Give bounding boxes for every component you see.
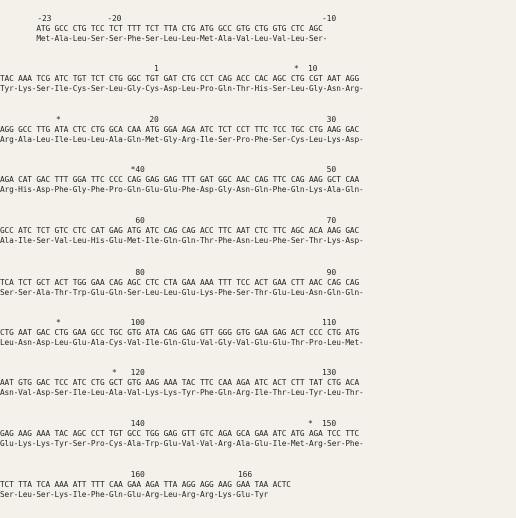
position-numbers: * 120 130 (0, 368, 336, 377)
position-numbers: -23 -20 -10 (0, 14, 336, 23)
position-numbers: *40 50 (0, 165, 336, 174)
amino-acid-sequence: Tyr-Lys-Ser-Ile-Cys-Ser-Leu-Gly-Cys-Asp-Leu-Pro-Gln-Thr-His-Ser-Leu-Gly-Asn-Arg- (0, 84, 364, 93)
amino-acid-sequence: Ser-Ser-Ala-Thr-Trp-Glu-Gln-Ser-Leu-Leu-Glu-Lys-Phe-Ser-Thr-Glu-Leu-Asn-Gln-Gln- (0, 288, 364, 297)
position-numbers: 140 * 150 (0, 419, 336, 428)
nucleotide-codons: ATG GCC CTG TCC TCT TTT TCT TTA CTG ATG GCC GTG CTG GTG CTC AGC (0, 24, 323, 33)
amino-acid-sequence: Ser-Leu-Ser-Lys-Ile-Phe-Gln-Glu-Arg-Leu-Arg-Arg-Lys-Glu-Tyr (0, 490, 269, 499)
position-numbers: 60 70 (0, 216, 336, 225)
nucleotide-codons: TAC AAA TCG ATC TGT TCT CTG GGC TGT GAT CTG CCT CAG ACC CAC AGC CTG CGT AAT AGG (0, 74, 359, 83)
amino-acid-sequence: Glu-Lys-Lys-Tyr-Ser-Pro-Cys-Ala-Trp-Glu-Val-Val-Arg-Ala-Glu-Ile-Met-Arg-Ser-Phe- (0, 439, 364, 448)
amino-acid-sequence: Arg-His-Asp-Phe-Gly-Phe-Pro-Gln-Glu-Glu-Phe-Asp-Gly-Asn-Gln-Phe-Gln-Lys-Ala-Gln- (0, 185, 364, 194)
nucleotide-codons: AAT GTG GAC TCC ATC CTG GCT GTG AAG AAA TAC TTC CAA AGA ATC ACT CTT TAT CTG ACA (0, 378, 359, 387)
position-numbers: 1 * 10 (0, 64, 318, 73)
amino-acid-sequence: Ala-Ile-Ser-Val-Leu-His-Glu-Met-Ile-Gln-Gln-Thr-Phe-Asn-Leu-Phe-Ser-Thr-Lys-Asp- (0, 236, 364, 245)
position-numbers: * 100 110 (0, 318, 336, 327)
amino-acid-sequence: Asn-Val-Asp-Ser-Ile-Leu-Ala-Val-Lys-Lys-Tyr-Phe-Gln-Arg-Ile-Thr-Leu-Tyr-Leu-Thr- (0, 388, 364, 397)
amino-acid-sequence: Leu-Asn-Asp-Leu-Glu-Ala-Cys-Val-Ile-Gln-Glu-Val-Gly-Val-Glu-Glu-Thr-Pro-Leu-Met- (0, 338, 364, 347)
position-numbers: 160 166 (0, 470, 252, 479)
nucleotide-codons: CTG AAT GAC CTG GAA GCC TGC GTG ATA CAG GAG GTT GGG GTG GAA GAG ACT CCC CTG ATG (0, 328, 359, 337)
position-numbers: 80 90 (0, 268, 336, 277)
nucleotide-codons: AGG GCC TTG ATA CTC CTG GCA CAA ATG GGA AGA ATC TCT CCT TTC TCC TGC CTG AAG GAC (0, 125, 359, 134)
position-numbers: * 20 30 (0, 115, 336, 124)
nucleotide-codons: AGA CAT GAC TTT GGA TTC CCC CAG GAG GAG TTT GAT GGC AAC CAG TTC CAG AAG GCT CAA (0, 175, 359, 184)
nucleotide-codons: TCT TTA TCA AAA ATT TTT CAA GAA AGA TTA AGG AGG AAG GAA TAA ACTC (0, 480, 291, 489)
amino-acid-sequence: Met-Ala-Leu-Ser-Ser-Phe-Ser-Leu-Leu-Met-Ala-Val-Leu-Val-Leu-Ser- (0, 34, 328, 43)
nucleotide-codons: GAG AAG AAA TAC AGC CCT TGT GCC TGG GAG GTT GTC AGA GCA GAA ATC ATG AGA TCC TTC (0, 429, 359, 438)
nucleotide-codons: GCC ATC TCT GTC CTC CAT GAG ATG ATC CAG CAG ACC TTC AAT CTC TTC AGC ACA AAG GAC (0, 226, 359, 235)
amino-acid-sequence: Arg-Ala-Leu-Ile-Leu-Leu-Ala-Gln-Met-Gly-Arg-Ile-Ser-Pro-Phe-Ser-Cys-Leu-Lys-Asp- (0, 135, 364, 144)
nucleotide-codons: TCA TCT GCT ACT TGG GAA CAG AGC CTC CTA GAA AAA TTT TCC ACT GAA CTT AAC CAG CAG (0, 278, 359, 287)
